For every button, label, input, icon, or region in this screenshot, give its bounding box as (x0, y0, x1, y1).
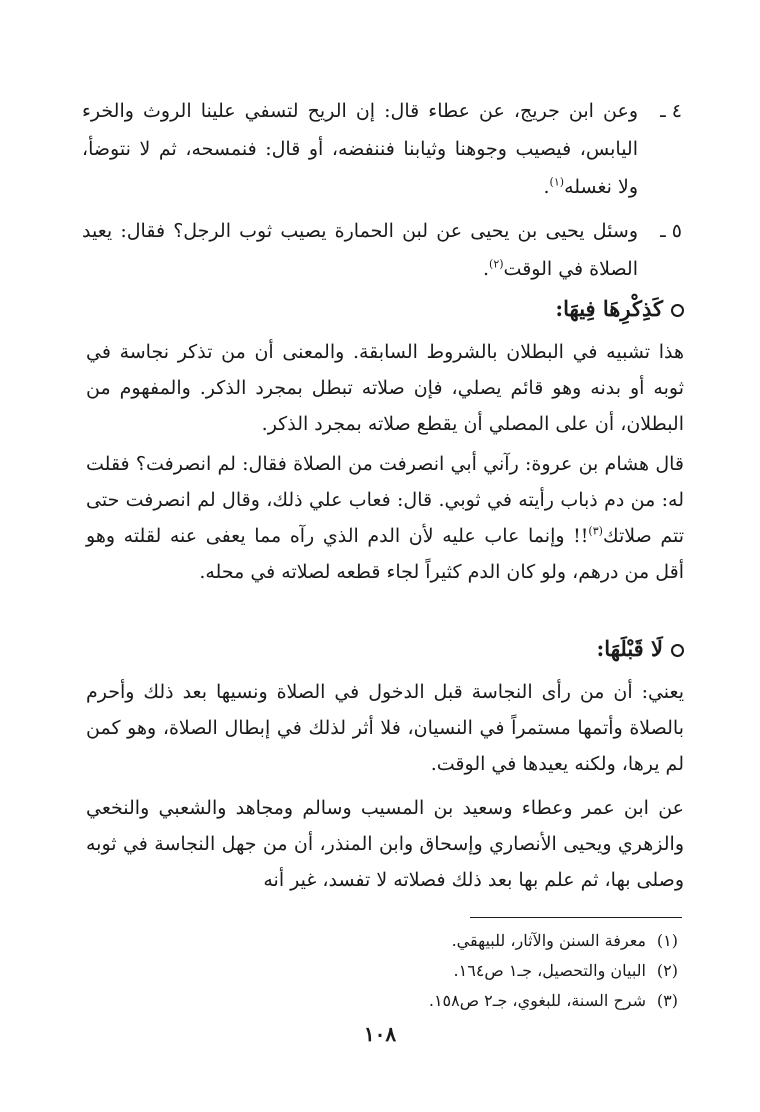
footnote-1 (452, 930, 678, 952)
item-text: وسئل يحيى بن يحيى عن لبن الحمارة يصيب ثوب الرجل؟ فقال: يعيد الصلاة في الوقت (82, 220, 638, 280)
footnote-2 (454, 960, 678, 982)
paragraph-text: قال هشام بن عروة: رآني أبي انصرفت من الصلاة فقال: لم انصرفت؟ فقلت له: من دم ذباب رأيته في ثوبي. قال: فعاب علي ذلك، وقال لم انصرفت حتى تتم صلاتك (86, 453, 684, 547)
paragraph-4: عن ابن عمر وعطاء وسعيد بن المسيب وسالم ومجاهد والشعبي والنخعي والزهري ويحيى الأنصاري وإسحاق وابن المنذر، أن من جهل النجاسة في ثوبه وصلى بها، ثم علم بها بعد ذلك فصلاته لا تفسد، غير أنه (86, 797, 684, 891)
paragraph-1: هذا تشبيه في البطلان بالشروط السابقة. والمعنى أن من تذكر نجاسة في ثوبه أو بدنه وهو قائم يصلي، فإن صلاته تبطل بمجرد الذكر. والمفهوم من البطلان، أن على المصلي أن يقطع صلاته بمجرد الذكر. (86, 341, 684, 435)
footnote-ref: (٢) (489, 257, 504, 271)
section-heading-1 (555, 296, 684, 321)
bullet-circle-icon (671, 304, 684, 317)
bullet-circle-icon (671, 644, 684, 657)
footnote-divider (470, 917, 682, 918)
footnote-text: معرفة السنن والآثار، للبيهقي. (451, 931, 646, 950)
paragraph-3: يعني: أن من رأى النجاسة قبل الدخول في الصلاة ونسيها بعد ذلك وأحرم بالصلاة وأتمها مستمراً في النسيان، فلا أثر لذلك في إبطال الصلاة، وهو كمن لم يرها، ولكنه يعيدها في الوقت. (86, 681, 684, 775)
section-heading-2 (597, 636, 684, 661)
item-number: ٥ ـ (660, 220, 682, 242)
footnote-ref: (١) (549, 175, 565, 189)
paragraph-2 (86, 446, 684, 590)
footnote-3 (429, 990, 678, 1012)
item-number: ٤ ـ (660, 100, 682, 122)
page-number: ١٠٨ (363, 1022, 397, 1046)
paragraph-text: !! وإنما عاب عليه لأن الدم الذي رآه مما يعفى عنه لقلته وهو أقل من درهم، ولو كان الدم كثيراً لجاء قطعه لصلاته في محله. (86, 525, 684, 583)
footnote-ref: (٣) (588, 524, 603, 538)
heading-text: كَذِكْرِهَا فِيهَا: (555, 296, 663, 321)
footnote-number: (٣) (656, 991, 678, 1010)
footnote-text: البيان والتحصيل، جـ١ ص١٦٤. (453, 961, 646, 980)
heading-text: لَا قَبْلَهَا: (596, 636, 663, 661)
footnote-number: (١) (656, 931, 678, 950)
footnote-number: (٢) (656, 961, 678, 980)
numbered-item-4: ٤ ـ وعن ابن جريج، عن عطاء قال: إن الريح لتسفي علينا الروث والخرء اليابس، فيصيب وجوهنا وثيابنا فننفضه، أو قال: فنمسحه، ثم لا نتوضأ، ولا نغسله$^{(١)}$. (82, 92, 682, 206)
item-text: وعن ابن جريج، عن عطاء قال: إن الريح لتسفي علينا الروث والخرء اليابس، فيصيب وجوهنا وثيابنا فننفضه، أو قال: فنمسحه، ثم لا نتوضأ، ولا نغسله (82, 100, 638, 198)
footnote-text: شرح السنة، للبغوي، جـ٢ ص١٥٨. (428, 991, 646, 1010)
numbered-item-5: ٥ ـ وسئل يحيى بن يحيى عن لبن الحمارة يصيب ثوب الرجل؟ فقال: يعيد الصلاة في الوقت$^{(٢)}$. (82, 212, 682, 288)
